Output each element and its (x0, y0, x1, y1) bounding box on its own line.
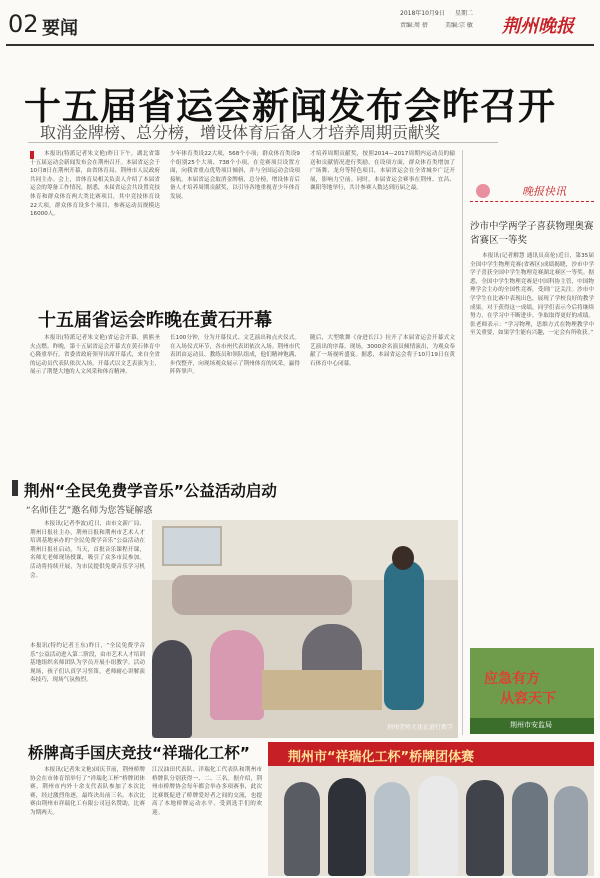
sidebar-body: 本报讯(记者解慧 通讯员高伦)近日，第35届全国中学生物理竞赛(省赛区)成绩揭晓，沙市中学学子喜获全国中学生物理竞赛湖北赛区一等奖。据悉，全国中学生物理竞赛是中国科协主管、中国物理学会主办的全国性竞赛，受到广泛关注。沙市中学学生在比赛中表现出色，展现了学校良好的教学成果。对于获得这一成绩，同学们表示今后将继续努力，在学习中不断进步，争取取得更好的成绩。张老师表示：“学习物理，思维方式在物理教学中至关重要，如果学生能有兴趣，一定会有所收获。” (470, 253, 594, 337)
lead-column-2: 少年体育类设22大项，568个小项；群众体育类设9个组别25个大项、738个小项。在竞赛项目设置方面，向我省重点优势项目倾斜，并与全国运动会设项接轨。本届省运会取消金牌榜、总分榜，增设体育后备人才培养周期贡献奖，以引导各地重视青少年体育发展。 (170, 151, 300, 200)
music-column-1: 本报讯(记者李波)近日，由市文新广局、荆州日报社主办，荆州日报和荆州市艺术人才培训基地承办的“全民免费学音乐”公益活动在荆州日报社启动。当天，首批音乐课程开课，名师尤老师现场授课，吸引了众多市民参加。活动将持续开展，为市民提供免费音乐学习机会。 (30, 521, 145, 579)
opening-headline: 十五届省运会昨晚在黄石开幕 (38, 310, 272, 331)
page-header (0, 0, 600, 46)
sidebar-tag-label: 晚报快讯 (522, 185, 566, 198)
header-date: 2018年10月9日 (400, 10, 445, 17)
lead-column-3: 才培养周期贡献奖，按照2014—2017周期内运动员的输送和贡献情况进行奖励。在设项方面，群众体育类增加了广场舞、龙舟等特色项目，本届省运会在全省城乡广泛开展，影响力空前。同时，本届省运会赛事在荆州、宜昌、襄阳等地举行，共计参赛人数达到历届之最。 (310, 151, 455, 192)
sidebar-headline: 沙市中学两学子喜获物理奥赛省赛区一等奖 (470, 221, 594, 246)
sidebar-ad-line2: 从容天下 (500, 691, 556, 707)
sidebar-ad (470, 648, 594, 734)
header-rule (6, 44, 594, 46)
sidebar-ad-sponsor: 荆州市安监局 (510, 721, 552, 729)
bridge-headline: 桥牌高手国庆竞技“祥瑞化工杯” (28, 744, 250, 762)
music-column-2: 本报讯(特约记者王东)昨日，“全民免费学音乐”公益活动进入第二阶段，由市艺术人才培训基地组织名师团队为学员开展小组教学。活动现场，孩子们认真学习竖笛，老师耐心讲解演奏技巧，现场气氛热烈。 (30, 643, 145, 684)
music-headline-marker (12, 480, 18, 496)
flower-icon (476, 184, 490, 198)
music-class-photo (152, 520, 458, 738)
sidebar-column-tag (470, 180, 594, 202)
newspaper-logo: 荆州晚报 (502, 16, 574, 37)
student-pink (210, 630, 264, 720)
player-7 (554, 786, 588, 876)
lead-rule (28, 142, 498, 143)
teacher-figure (384, 560, 424, 710)
sidebar-ad-line1: 应急有方 (484, 671, 540, 687)
window (162, 526, 222, 566)
section-title: 要闻 (42, 18, 78, 39)
opening-column-1: 本报讯(特派记者朱文艳)省运会开幕，熊熊圣火点燃。昨晚，第十五届省运会开幕式在黄石体育中心隆重举行。省委省政府领导出席开幕式，来自全省的运动员代表队依次入场。开幕式以文艺表演为主，展示了荆楚大地的人文风采和体育精神。 (30, 335, 160, 376)
bridge-team-photo (268, 742, 594, 876)
lead-column-1: 本报讯(特派记者朱文艳)昨日下午，湖北省第十五届运动会新闻发布会在荆州召开。本届省运会于10月8日在荆州开幕，由省体育局、荆州市人民政府共同主办。会上，省体育局相关负责人介绍了本届省运会的筹备工作情况。据悉，本届省运会共设置竞技体育和群众体育两大类比赛项目，其中竞技体育设22大项，群众体育设多个项目，参赛运动员规模达16000人。 (30, 151, 160, 218)
player-3 (374, 782, 410, 876)
header-weekday: 星期二 (455, 10, 474, 17)
player-6 (512, 782, 548, 876)
desk (262, 670, 382, 710)
bridge-column-2: 江汉油田代表队、洋瑞化工代表队和荆州市桥牌队分别获得一、二、三名。据介绍，荆州市桥牌协会每年都会举办多项赛事，此次比赛既促进了桥牌爱好者之间的交流，也提高了本地桥牌运动水平，受到选手们的欢迎。 (152, 767, 262, 816)
opening-column-2: 长100分钟，分为开幕仪式、文艺演出和点火仪式。在入场仪式环节，各市州代表团依次入场。荆州市代表团由运动员、教练员和领队组成，他们精神饱满、步伐整齐，向现场观众展示了荆州体育的风采，赢得阵阵掌声。 (170, 335, 300, 376)
lead-subheadline: 取消金牌榜、总分榜，增设体育后备人才培养周期贡献奖 (40, 123, 441, 142)
students-row-back (172, 575, 352, 615)
player-1 (284, 782, 320, 876)
music-photo-caption: 荆州老师尤优在进行教学 (386, 724, 453, 731)
player-2 (328, 778, 366, 876)
page-number: 02 (8, 10, 39, 38)
music-headline: 荆州“全民免费学音乐”公益活动启动 (24, 482, 277, 500)
student-dark (152, 640, 192, 738)
music-subheadline: “名师佳艺”邀名师为您答疑解惑 (26, 506, 153, 516)
teacher-head (392, 546, 414, 570)
bridge-column-1: 本报讯(记者朱文艳)国庆节前，荆州桥牌协会在市体育馆举行了“祥瑞化工杯”桥牌团体赛。荆州市内外十余支代表队参加了本次比赛，经过激烈角逐，最终决出前三名。本次比赛由荆州市祥瑞化工有限公司冠名赞助，比赛为期两天。 (30, 767, 145, 816)
header-editor: 责编:周 蓓 (400, 22, 428, 29)
header-designer: 美编:宗 敏 (445, 22, 473, 29)
player-4 (418, 776, 458, 876)
lead-headline: 十五届省运会新闻发布会昨召开 (24, 85, 556, 128)
bridge-banner (268, 742, 594, 766)
player-5 (466, 780, 504, 876)
sidebar-ad-footer (470, 718, 594, 734)
bridge-banner-text: 荆州市“祥瑞化工杯”桥牌团体赛 (288, 750, 475, 765)
opening-column-3: 随后，大型歌舞《奋进长江》拉开了本届省运会开幕式文艺演出的序幕。现场，3000余名演员倾情演出，为观众奉献了一场视听盛宴。据悉，本届省运会将于10月19日在黄石体育中心闭幕。 (310, 335, 455, 367)
sidebar-divider (462, 150, 463, 735)
